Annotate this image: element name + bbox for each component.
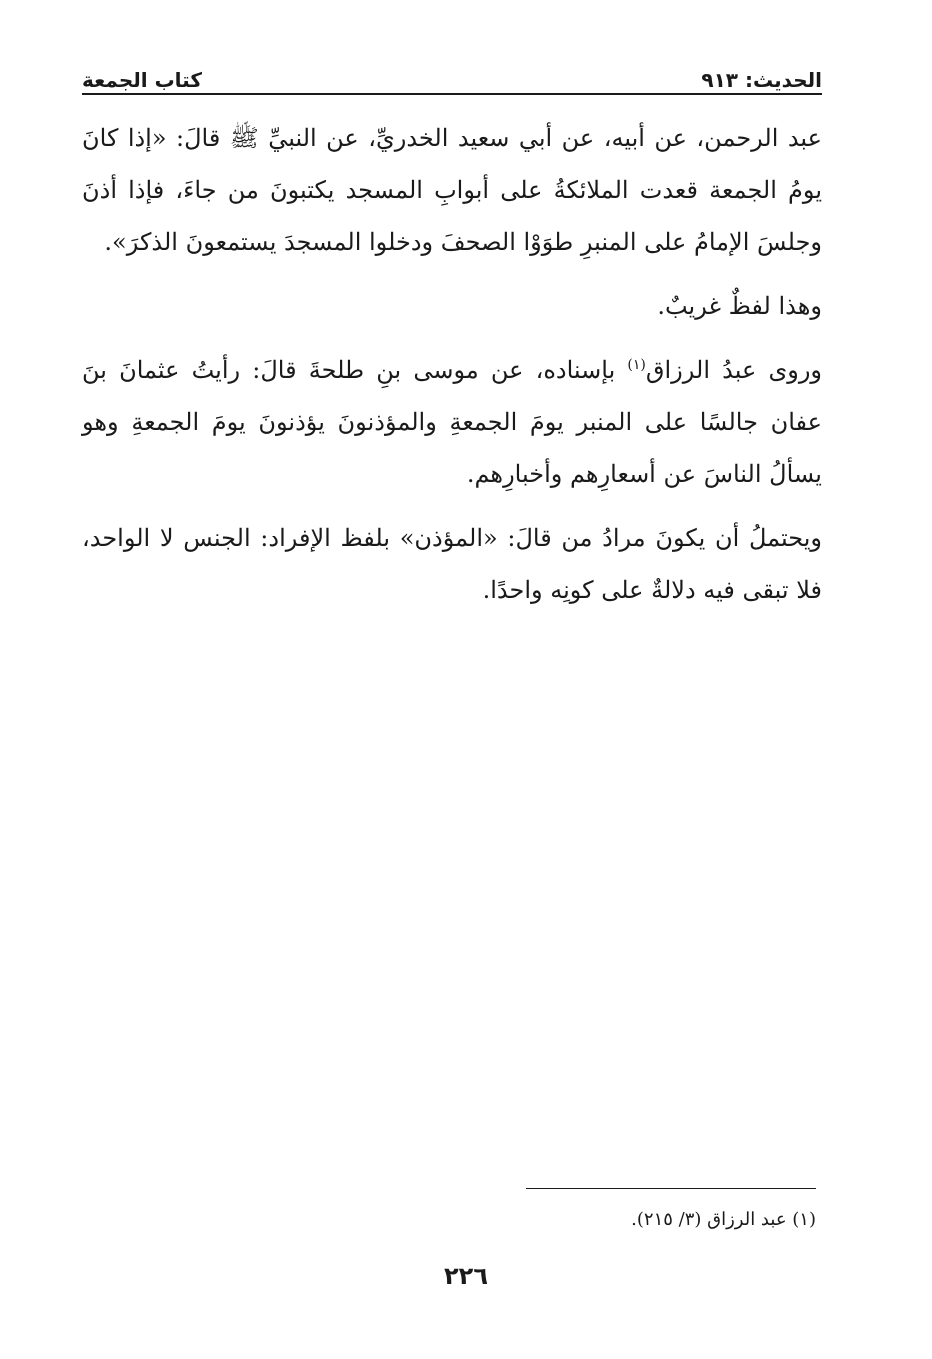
footnote: (١) عبد الرزاق (٣/ ٢١٥).: [631, 1209, 816, 1230]
paragraph-3-rest: بإسناده، عن موسى بنِ طلحةَ قالَ: رأيتُ عثمانَ بنَ عفان جالسًا على المنبر يومَ الجمعةِ والمؤذنونَ يؤذنونَ يومَ الجمعةِ وهو يسألُ الناسَ عن أسعارِهم وأخبارِهم.: [82, 356, 822, 488]
footnote-reference[interactable]: (١): [627, 357, 646, 373]
paragraph-2: وهذا لفظٌ غريبٌ.: [657, 292, 822, 320]
running-header: [82, 58, 822, 92]
main-text: [82, 112, 822, 628]
book-title-header: كتاب الجمعة: [82, 68, 202, 92]
page-number: ٢٢٦: [444, 1262, 488, 1290]
paragraph-1: عبد الرحمن، عن أبيه، عن أبي سعيد الخدريِّ، عن النبيِّ ﷺ قالَ: «إذا كانَ يومُ الجمعة قعدت الملائكةُ على أبوابِ المسجد يكتبونَ من جاءَ، فإذا أذنَ وجلسَ الإمامُ على المنبرِ طوَوْا الصحفَ ودخلوا المسجدَ يستمعونَ الذكرَ».: [82, 124, 822, 256]
paragraph-3: [82, 344, 822, 500]
header-rule: [82, 93, 822, 95]
paragraph-4: ويحتملُ أن يكونَ مرادُ من قالَ: «المؤذن» بلفظ الإفراد: الجنس لا الواحد، فلا تبقى فيه دلالةٌ على كونِه واحدًا.: [82, 524, 822, 604]
hadith-number-header: الحديث: ٩١٣: [701, 68, 822, 92]
footnote-rule: [526, 1188, 816, 1189]
paragraph-3-start: وروى عبدُ الرزاق: [645, 356, 822, 384]
